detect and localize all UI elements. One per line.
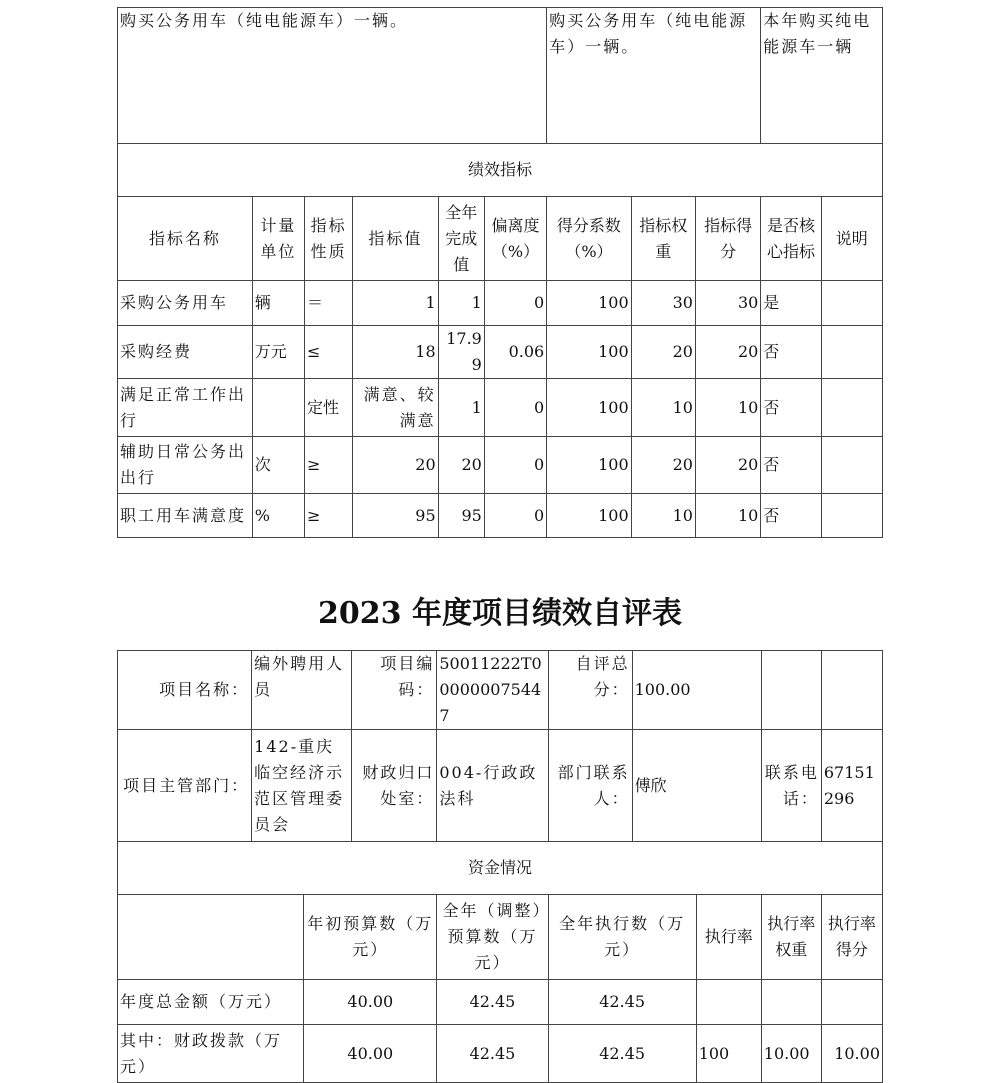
indicator-coef: 100 [547, 379, 631, 437]
indicator-weight: 20 [631, 326, 695, 379]
indicator-coef: 100 [547, 281, 631, 326]
dept-label: 项目主管部门： [118, 730, 252, 842]
header-actual: 全年完成值 [438, 197, 484, 281]
indicator-weight: 10 [631, 494, 695, 538]
phone-number: 67151296 [821, 730, 882, 842]
funds-executed: 42.45 [548, 980, 696, 1025]
project-name-label: 项目名称： [118, 651, 252, 730]
indicator-table [117, 7, 883, 538]
indicator-unit: 辆 [252, 281, 304, 326]
header-nature: 指标性质 [304, 197, 352, 281]
indicator-nature: ≤ [304, 326, 352, 379]
funds-rate [696, 980, 761, 1025]
indicator-score: 30 [695, 281, 760, 326]
indicator-name: 辅助日常公务出出行 [118, 437, 253, 494]
project-code-label: 项目编码： [352, 651, 437, 730]
indicator-core: 否 [761, 494, 821, 538]
indicator-name: 采购公务用车 [118, 281, 253, 326]
project-code: 50011222T000000075447 [437, 651, 548, 730]
indicator-nature: ＝ [304, 281, 352, 326]
goal-cell-1: 购买公务用车（纯电能源车）一辆。 [118, 8, 547, 144]
indicator-note [821, 281, 882, 326]
indicator-core: 否 [761, 326, 821, 379]
indicator-row [118, 437, 883, 494]
header-note: 说明 [821, 197, 882, 281]
self-score: 100.00 [632, 651, 761, 730]
indicator-unit: 次 [252, 437, 304, 494]
header-exec-rate-weight: 执行率权重 [761, 895, 821, 980]
contact-label: 部门联系人： [548, 730, 632, 842]
indicator-nature: ≥ [304, 494, 352, 538]
empty-cell [761, 651, 821, 730]
indicator-deviation: 0 [484, 379, 546, 437]
indicator-actual: 20 [438, 437, 484, 494]
phone-label: 联系电话： [761, 730, 821, 842]
indicator-actual: 1 [438, 379, 484, 437]
indicator-name: 职工用车满意度 [118, 494, 253, 538]
indicator-weight: 10 [631, 379, 695, 437]
indicator-deviation: 0 [484, 437, 546, 494]
project-dept-row [118, 730, 883, 842]
funds-adjusted: 42.45 [437, 1025, 548, 1083]
indicator-header-row [118, 197, 883, 281]
goals-row [118, 8, 883, 144]
header-adjusted-budget: 全年（调整）预算数（万元） [437, 895, 548, 980]
project-table [117, 650, 883, 1083]
indicator-target: 18 [353, 326, 438, 379]
funds-initial: 40.00 [304, 980, 437, 1025]
funds-header-row [118, 895, 883, 980]
indicator-target: 95 [353, 494, 438, 538]
header-indicator-name: 指标名称 [118, 197, 253, 281]
dept-name: 142-重庆临空经济示范区管理委员会 [252, 730, 352, 842]
document-title: 2023 年度项目绩效自评表 [318, 596, 682, 631]
header-score: 指标得分 [695, 197, 760, 281]
funds-score [821, 980, 882, 1025]
indicator-row [118, 281, 883, 326]
indicator-actual: 1 [438, 281, 484, 326]
header-deviation: 偏离度（%） [484, 197, 546, 281]
indicator-deviation: 0 [484, 494, 546, 538]
funds-row [118, 980, 883, 1025]
header-exec-rate-score: 执行率得分 [821, 895, 882, 980]
finance-office: 004-行政政法科 [437, 730, 548, 842]
empty-cell [821, 651, 882, 730]
indicator-name: 满足正常工作出行 [118, 379, 253, 437]
indicator-coef: 100 [547, 437, 631, 494]
project-name: 编外聘用人员 [252, 651, 352, 730]
indicator-deviation: 0 [484, 281, 546, 326]
funds-rate: 100 [696, 1025, 761, 1083]
indicator-actual: 95 [438, 494, 484, 538]
indicator-nature: ≥ [304, 437, 352, 494]
funds-weight [761, 980, 821, 1025]
indicator-coef: 100 [547, 494, 631, 538]
funds-row [118, 1025, 883, 1083]
funds-weight: 10.00 [761, 1025, 821, 1083]
indicator-core: 否 [761, 379, 821, 437]
finance-office-label: 财政归口处室： [352, 730, 437, 842]
perf-section-title: 绩效指标 [118, 144, 883, 197]
funds-executed: 42.45 [548, 1025, 696, 1083]
indicator-score: 10 [695, 494, 760, 538]
indicator-score: 10 [695, 379, 760, 437]
header-coef: 得分系数（%） [547, 197, 631, 281]
indicator-row [118, 326, 883, 379]
funds-header-blank [118, 895, 304, 980]
funds-initial: 40.00 [304, 1025, 437, 1083]
indicator-unit [252, 379, 304, 437]
indicator-core: 是 [761, 281, 821, 326]
indicator-nature: 定性 [304, 379, 352, 437]
indicator-name: 采购经费 [118, 326, 253, 379]
indicator-weight: 20 [631, 437, 695, 494]
funds-row-label: 年度总金额（万元） [118, 980, 304, 1025]
funds-row-label: 其中：财政拨款（万元） [118, 1025, 304, 1083]
header-core: 是否核心指标 [761, 197, 821, 281]
indicator-coef: 100 [547, 326, 631, 379]
funds-section-title: 资金情况 [118, 842, 883, 895]
indicator-target: 满意、较满意 [353, 379, 438, 437]
indicator-unit: % [252, 494, 304, 538]
indicator-score: 20 [695, 437, 760, 494]
indicator-score: 20 [695, 326, 760, 379]
header-weight: 指标权重 [631, 197, 695, 281]
funds-score: 10.00 [821, 1025, 882, 1083]
header-initial-budget: 年初预算数（万元） [304, 895, 437, 980]
indicator-target: 20 [353, 437, 438, 494]
perf-section-row [118, 144, 883, 197]
self-score-label: 自评总分： [548, 651, 632, 730]
project-info-row [118, 651, 883, 730]
indicator-unit: 万元 [252, 326, 304, 379]
funds-adjusted: 42.45 [437, 980, 548, 1025]
indicator-deviation: 0.06 [484, 326, 546, 379]
indicator-weight: 30 [631, 281, 695, 326]
header-unit: 计量单位 [252, 197, 304, 281]
contact-person: 傅欣 [632, 730, 761, 842]
indicator-row [118, 494, 883, 538]
goal-cell-2: 购买公务用车（纯电能源车）一辆。 [547, 8, 761, 144]
header-executed: 全年执行数（万元） [548, 895, 696, 980]
funds-section-row [118, 842, 883, 895]
indicator-note [821, 379, 882, 437]
header-exec-rate: 执行率 [696, 895, 761, 980]
indicator-actual: 17.99 [438, 326, 484, 379]
indicator-note [821, 437, 882, 494]
indicator-row [118, 379, 883, 437]
header-target: 指标值 [353, 197, 438, 281]
indicator-core: 否 [761, 437, 821, 494]
goal-cell-3: 本年购买纯电能源车一辆 [761, 8, 883, 144]
indicator-note [821, 326, 882, 379]
indicator-target: 1 [353, 281, 438, 326]
indicator-note [821, 494, 882, 538]
